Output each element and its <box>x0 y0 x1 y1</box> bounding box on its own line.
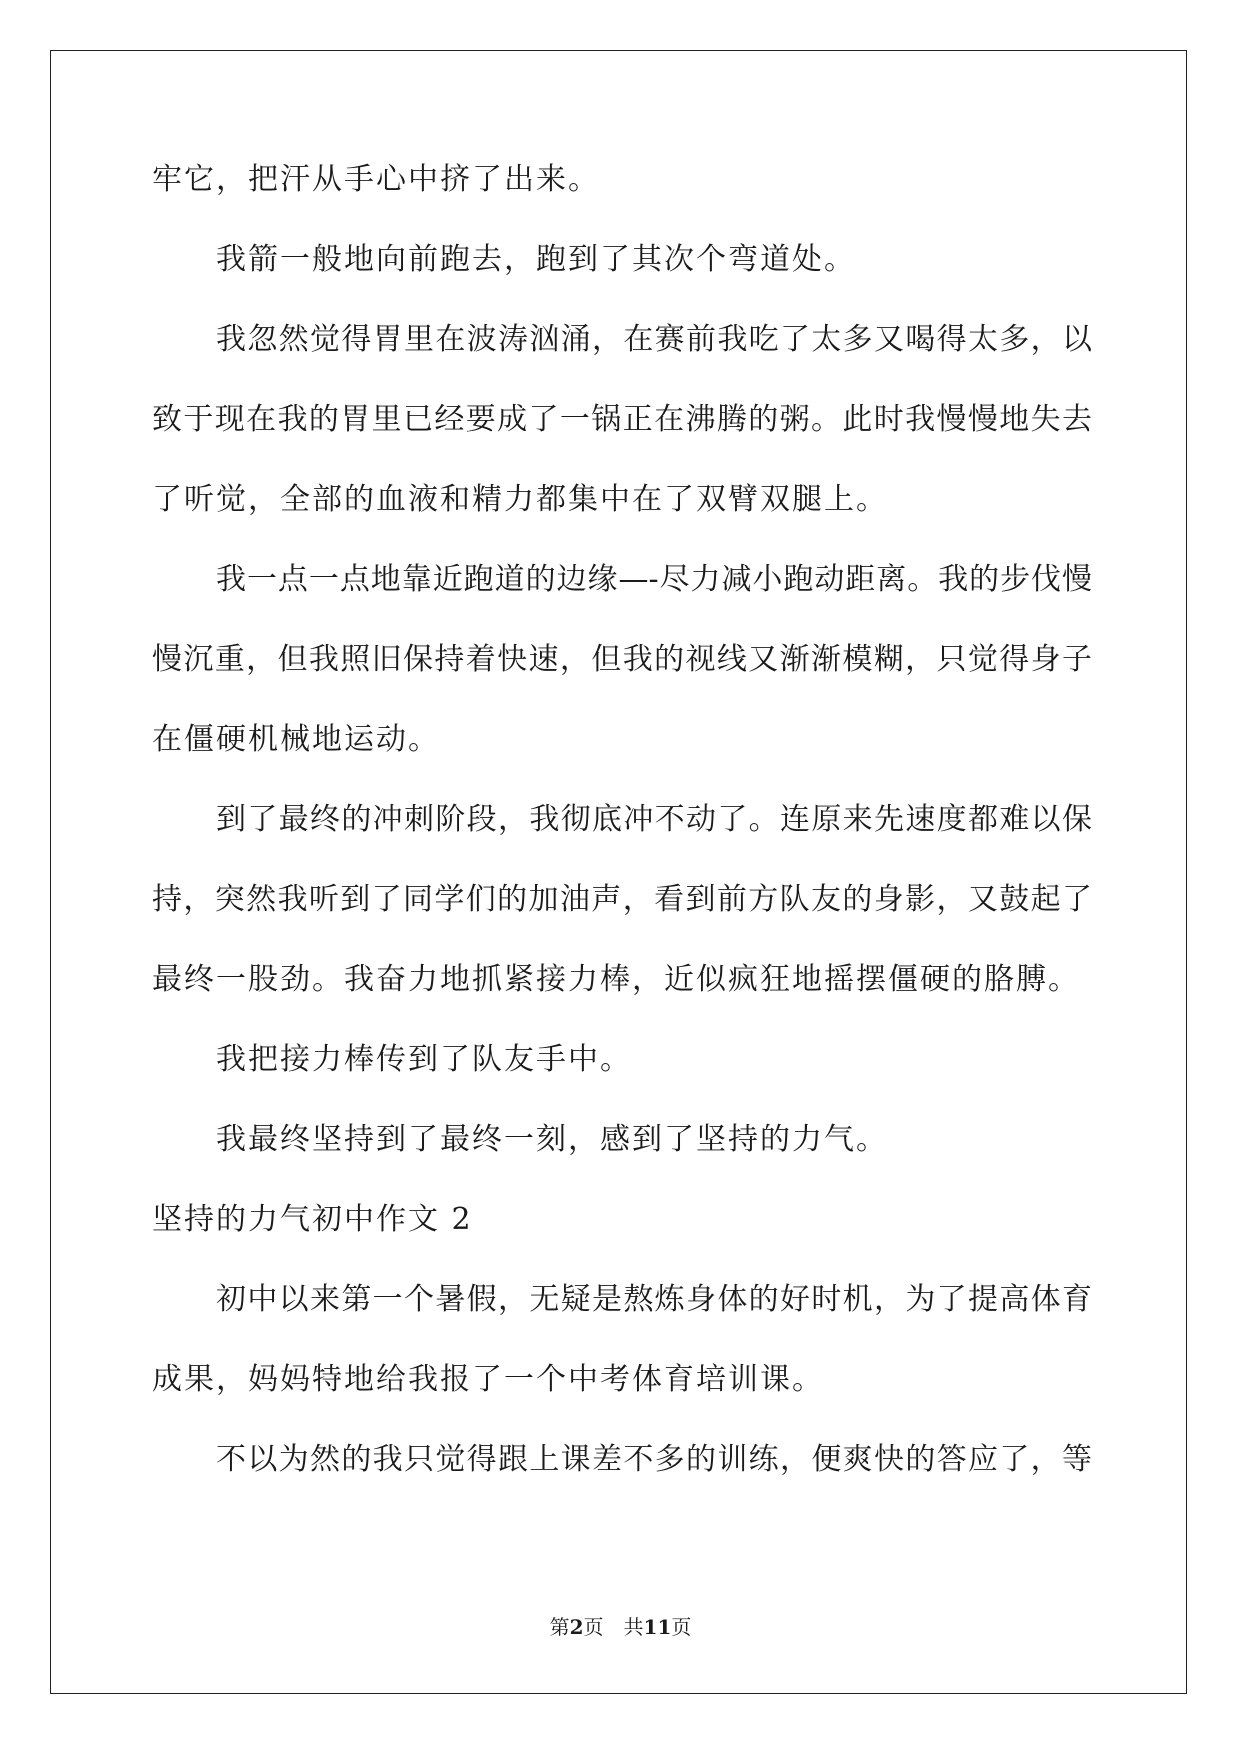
text-line: 在僵硬机械地运动。 <box>152 722 440 757</box>
page-footer <box>0 1614 1241 1640</box>
paragraph-line: 我忽然觉得胃里在波涛汹涌，在赛前我吃了太多又喝得太多，以 <box>216 322 1092 357</box>
footer-suffix: 页 <box>671 1615 692 1639</box>
paragraph-line: 初中以来第一个暑假，无疑是熬炼身体的好时机，为了提高体育 <box>216 1282 1092 1317</box>
text-line: 持，突然我听到了同学们的加油声，看到前方队友的身影，又鼓起了 <box>152 882 1092 917</box>
text-line: 成果，妈妈特地给我报了一个中考体育培训课。 <box>152 1362 824 1397</box>
section-heading: 坚持的力气初中作文 2 <box>152 1202 473 1237</box>
text-line: 致于现在我的胃里已经要成了一锅正在沸腾的粥。此时我慢慢地失去 <box>152 402 1092 437</box>
paragraph-line: 我最终坚持到了最终一刻，感到了坚持的力气。 <box>216 1122 888 1157</box>
paragraph-line: 不以为然的我只觉得跟上课差不多的训练，便爽快的答应了，等 <box>216 1442 1092 1477</box>
current-page-number: 2 <box>569 1615 584 1639</box>
paragraph-line: 我一点一点地靠近跑道的边缘—-尽力减小跑动距离。我的步伐慢 <box>216 562 1092 597</box>
text-line: 了听觉，全部的血液和精力都集中在了双臂双腿上。 <box>152 482 888 517</box>
footer-prefix: 第 <box>549 1615 570 1639</box>
text-line: 最终一股劲。我奋力地抓紧接力棒，近似疯狂地摇摆僵硬的胳膊。 <box>152 962 1080 997</box>
footer-mid: 页 共 <box>583 1615 644 1639</box>
text-line: 牢它，把汗从手心中挤了出来。 <box>152 162 600 197</box>
total-page-count: 11 <box>643 1615 672 1639</box>
paragraph-line: 到了最终的冲刺阶段，我彻底冲不动了。连原来先速度都难以保 <box>216 802 1092 837</box>
paragraph-line: 我把接力棒传到了队友手中。 <box>216 1042 632 1077</box>
paragraph-line: 我箭一般地向前跑去，跑到了其次个弯道处。 <box>216 242 856 277</box>
text-line: 慢沉重，但我照旧保持着快速，但我的视线又渐渐模糊，只觉得身子 <box>152 642 1092 677</box>
